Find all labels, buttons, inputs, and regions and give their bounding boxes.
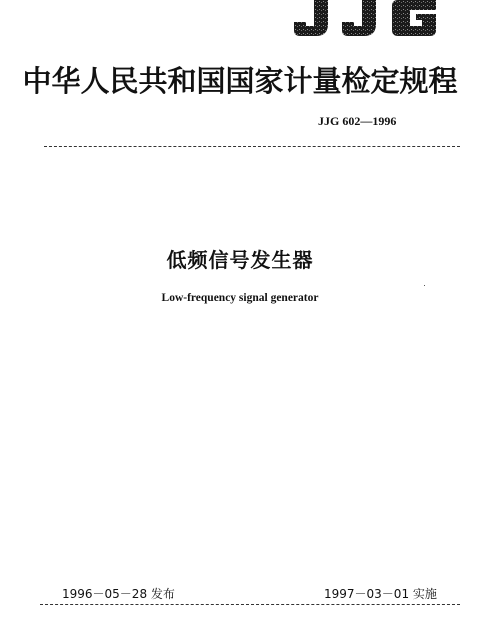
speck: [424, 285, 425, 286]
bottom-divider: [40, 604, 460, 605]
jjg-logo-graphic: [294, 0, 442, 38]
document-title-chinese: 低频信号发生器: [166, 248, 314, 272]
issue-date: 1996－05－28 发布: [62, 587, 175, 601]
top-divider: [44, 146, 460, 147]
standard-code: JJG 602—1996: [318, 114, 397, 128]
main-title: 中华人民共和国国家计量检定规程: [22, 64, 458, 98]
document-title-english: Low-frequency signal generator: [161, 292, 319, 304]
implementation-date: 1997－03－01 实施: [324, 587, 437, 601]
jjg-logo: [294, 0, 442, 38]
